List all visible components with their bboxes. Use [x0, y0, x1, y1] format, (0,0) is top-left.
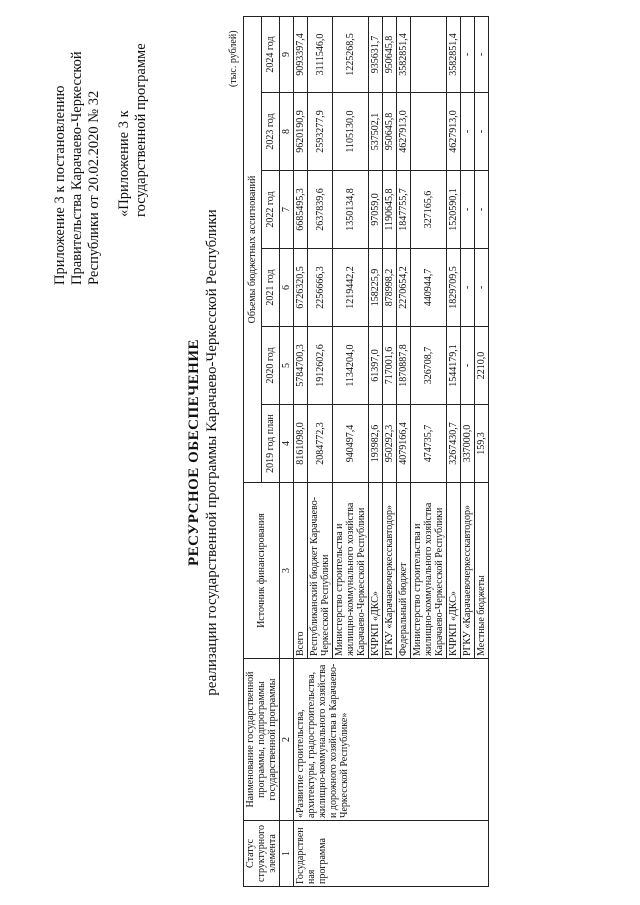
value-cell: 1870887,8 [397, 327, 411, 405]
header-year: 2019 год план [262, 405, 280, 483]
table-row [294, 17, 308, 887]
value-cell: 97059,0 [369, 171, 383, 249]
value-cell: 1520590,1 [447, 171, 461, 249]
value-cell: 1847755,7 [397, 171, 411, 249]
value-cell: 950645,8 [383, 17, 397, 93]
value-cell: 2210,0 [475, 327, 489, 405]
source-cell: Федеральный бюджет [397, 483, 411, 659]
header-year: 2024 год [262, 17, 280, 93]
value-cell: 6726320,5 [294, 249, 308, 327]
value-cell: 1350134,8 [333, 171, 369, 249]
header-year: 2021 год [262, 249, 280, 327]
value-cell: 474735,7 [411, 405, 447, 483]
source-cell: КЧРКП «ДКС» [447, 483, 461, 659]
value-cell: 950645,8 [383, 93, 397, 171]
header-status: Статус структурного элемента [244, 821, 280, 887]
value-cell: 8161098,0 [294, 405, 308, 483]
header-year: 2022 год [262, 171, 280, 249]
source-cell: Всего [294, 483, 308, 659]
value-cell: 935631,7 [369, 17, 383, 93]
value-cell: 3267430,7 [447, 405, 461, 483]
value-cell: 9620190,9 [294, 93, 308, 171]
value-cell: 193982,6 [369, 405, 383, 483]
value-cell: 1544179,1 [447, 327, 461, 405]
value-cell: - [461, 171, 475, 249]
resource-table [243, 16, 489, 887]
value-cell: - [461, 93, 475, 171]
document-title: РЕСУРСНОЕ ОБЕСПЕЧЕНИЕ [186, 338, 202, 567]
source-cell: Министерство строительства и жилищно-коммунального хозяйства Карачаево-Черкесской Республики [411, 483, 447, 659]
value-cell: 878998,2 [383, 249, 397, 327]
value-cell: 440944,7 [411, 249, 447, 327]
value-cell: 3111546,0 [308, 17, 333, 93]
value-cell: 158225,9 [369, 249, 383, 327]
value-cell: - [475, 171, 489, 249]
value-cell: - [461, 17, 475, 93]
column-index-row: 1 2 3 4 5 6 7 8 9 [280, 17, 294, 887]
program-name-cell: «Развитие строительства, архитектуры, градостроительства, жилищно-коммунального хозяйства и дорожного хозяйства в Карачаево-Черкесской Республике» [294, 659, 489, 821]
value-cell: 6685495,3 [294, 171, 308, 249]
value-cell: 3582851,4 [397, 17, 411, 93]
program-appendix-reference: «Приложение 3 к государственной программе [116, 43, 149, 217]
value-cell: 1225268,5 [333, 17, 369, 93]
status-cell: Государственная программа [294, 821, 489, 887]
units-note: (тыс. рублей) [228, 30, 239, 87]
value-cell [411, 17, 447, 93]
value-cell: - [475, 17, 489, 93]
value-cell: 1134204,0 [333, 327, 369, 405]
source-cell: РГКУ «Карачаевочеркесскавтодор» [383, 483, 397, 659]
value-cell: 4627913,0 [447, 93, 461, 171]
value-cell: - [475, 93, 489, 171]
value-cell: 4079166,4 [397, 405, 411, 483]
value-cell: 950292,3 [383, 405, 397, 483]
document-subtitle: реализации государственной программы Карачаево-Черкесской Республики [204, 209, 220, 696]
value-cell: 1829709,5 [447, 249, 461, 327]
source-cell: Местные бюджеты [475, 483, 489, 659]
value-cell: 2593277,9 [308, 93, 333, 171]
header-name: Наименование государственной программы, подпрограммы государственной программы [244, 659, 280, 821]
header-volumes: Объемы бюджетных ассигнований [244, 17, 262, 483]
value-cell: 2270654,2 [397, 249, 411, 327]
value-cell: 4627913,0 [397, 93, 411, 171]
value-cell: 9093397,4 [294, 17, 308, 93]
value-cell: 3582851,4 [447, 17, 461, 93]
value-cell: 1912602,6 [308, 327, 333, 405]
decree-appendix-reference: Приложение 3 к постановлению Правительства Карачаево-Черкесской Республики от 20.02.2020 № 32 [52, 51, 102, 285]
value-cell: 337000,0 [461, 405, 475, 483]
source-cell: Республиканский бюджет Карачаево-Черкесской Республики [308, 483, 333, 659]
value-cell: 1219442,2 [333, 249, 369, 327]
source-cell: Министерство строительства и жилищно-коммунального хозяйства Карачаево-Черкесской Республики [333, 483, 369, 659]
header-year: 2020 год [262, 327, 280, 405]
header-year: 2023 год [262, 93, 280, 171]
value-cell: 2637839,6 [308, 171, 333, 249]
value-cell [411, 93, 447, 171]
value-cell: 61397,0 [369, 327, 383, 405]
value-cell: 717001,6 [383, 327, 397, 405]
value-cell: 159,3 [475, 405, 489, 483]
value-cell: 1190645,8 [383, 171, 397, 249]
value-cell: 1105130,0 [333, 93, 369, 171]
source-cell: РГКУ «Карачаевочеркесскавтодор» [461, 483, 475, 659]
value-cell: - [461, 249, 475, 327]
value-cell: - [475, 249, 489, 327]
value-cell: 326708,7 [411, 327, 447, 405]
value-cell: 327165,6 [411, 171, 447, 249]
value-cell: 5784700,3 [294, 327, 308, 405]
value-cell: 537502,1 [369, 93, 383, 171]
value-cell: - [461, 327, 475, 405]
header-source: Источник финансирования [244, 483, 280, 659]
value-cell: 2084772,3 [308, 405, 333, 483]
value-cell: 940497,4 [333, 405, 369, 483]
value-cell: 2256666,3 [308, 249, 333, 327]
source-cell: КЧРКП «ДКС» [369, 483, 383, 659]
